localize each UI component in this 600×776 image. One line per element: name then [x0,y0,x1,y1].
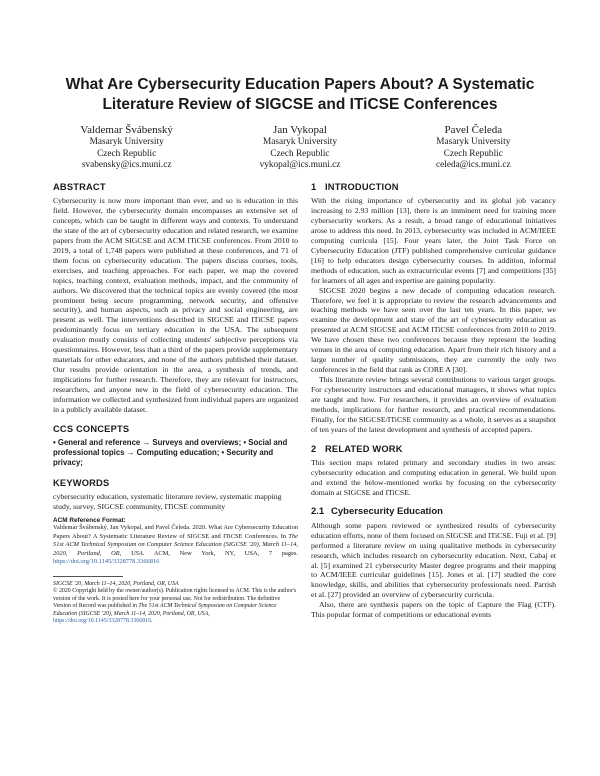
author-block [40,124,560,172]
author-1 [40,124,213,172]
author-name: Pavel Čeleda [444,124,503,136]
intro-heading [311,181,556,193]
reference-format [53,524,298,566]
footnote-venue-text: SIGCSE '20, March 11–14, 2020, Portland, OR, USA [53,580,179,587]
intro-paragraph-1: With the rising importance of cybersecurity and its global job vacancy increasing to 2.93 million [13], there is an imminent need for training more cybersecurity workers. As a result, a broad range of educational initiatives arose to address this need. In 2013, cybersecurity was included in ACM/IEEE computing curricula [15]. Four years later, the Joint Task Force on Cybersecurity Education (JTF) published comprehensive curricular guidance [16] to help educators design cybersecurity courses. In addition, informal methods of education, such as extracurricular events [7] and competitions [35] for learners of all ages and expertise are gaining popularity. [311,196,556,285]
reference-venue: The 51st ACM Technical Symposium on Computer Science Education (SIGCSE '20), March 11–14, 2020, Portland, OR, USA. [53,532,298,557]
author-2 [213,124,386,172]
author-country: Czech Republic [443,148,503,159]
paper-title: What Are Cybersecurity Education Papers About? A Systematic Literature Review of SIGCSE and ITiCSE Conferences [65,76,535,113]
author-email[interactable]: svabensky@ics.muni.cz [81,160,172,171]
author-affiliation: Masaryk University [436,137,511,147]
reference-authors: Valdemar Švábenský, Jan Vykopal, and Pavel Čeleda. 2020. What Are Cybersecurity Education Papers About? A Systematic Literature Review of SIGCSE and ITiCSE Conferences. In [53,524,298,540]
subsection-number: 2.1 [311,505,325,517]
author-country: Czech Republic [270,148,330,159]
reference-format-heading: ACM Reference Format: [53,517,126,525]
keywords-heading: KEYWORDS [53,477,110,488]
right-column [311,181,556,620]
abstract-heading: ABSTRACT [53,182,106,192]
cybersecurity-education-heading [311,506,556,518]
author-3 [387,124,560,172]
ccs-heading: CCS CONCEPTS [53,423,130,434]
related-work-paragraph-1: This section maps related primary and secondary studies in two areas: cybersecurity education and computing education in general. We build upon and extend the below-mentioned works by focusing on the cybersecurity domain at SIGCSE and ITiCSE. [311,457,556,497]
author-name: Jan Vykopal [273,124,327,136]
cyber-ed-paragraph-1: Although some papers reviewed or synthesized results of cybersecurity education efforts, none of them focused on SIGCSE and ITiCSE. Fuji et al. [9] performed a literature review on using qualitative methods in cybersecurity research, which includes research on cybersecurity education. Next, Cabaj et al. [5] examined 21 cybersecurity Master degree programs and their mapping to ACM/IEEE curricular guidelines [15]. Jones et al. [17] studied the core knowledge, skills, and abilities that cybersecurity professionals need. Parrish et al. [27] provided an overview of cybersecurity curricula. [311,520,556,600]
section-title: INTRODUCTION [325,182,399,192]
subsection-title: Cybersecurity Education [331,505,443,517]
author-affiliation: Masaryk University [89,137,164,147]
intro-paragraph-3: This literature review brings several contributions to various target groups. For cybersecurity instructors and educational managers, it shows what topics are taught and how. For researchers, it provides an overview of evaluation methods, implications for further research, and practical recommendations. Finally, for the SIGCSE/ITiCSE community as a whole, it serves as a snapshot of ten years of the latest development and synthesis of accepted papers. [311,375,556,434]
author-affiliation: Masaryk University [262,137,338,147]
author-email[interactable]: vykopal@ics.muni.cz [259,160,341,171]
left-column [53,181,298,626]
author-name: Valdemar Švábenský [80,124,173,136]
copyright-text: © 2020 Copyright held by the owner/author(s). Publication rights licensed to ACM. This is the author's version of the work. It is posted here for your personal use. Not for redistribution. The definitive Version of Record was published in [53,588,297,610]
keywords-text: cybersecurity education, systematic literature review, systematic mapping study, survey, SIGCSE community, ITiCSE community [53,491,282,511]
intro-paragraph-2: SIGCSE 2020 begins a new decade of computing education research. Therefore, we feel it is appropriate to review the research advancements and teaching methods we have seen over the last ten years. In this paper, we examine the development and state of the art of cybersecurity education as presented at ACM SIGCSE and ACM ITiCSE conferences from 2010 to 2019. We have chosen these two conferences because they represent the leading venues in the area of computing education. Apart from their rich history and a large number of quality submissions, they are currently the only two conferences in the field that rank as CORE A [30]. [311,285,556,375]
author-country: Czech Republic [97,148,157,159]
copyright-venue: The 51st ACM Technical Symposium on Computer Science Education (SIGCSE '20), March 11–14, 2020, Portland, OR, USA [53,603,277,617]
section-number: 2 [311,443,317,454]
reference-publisher: ACM, New York, NY, USA, 7 pages. [144,549,299,557]
ccs-concepts: • General and reference → Surveys and overviews; • Social and professional topics → Computing education; • Security and privacy; [53,437,288,468]
reference-doi-link[interactable]: https://doi.org/10.1145/3328778.3366816 [53,558,160,566]
related-work-heading [311,443,556,455]
section-number: 1 [311,182,317,192]
footnote-venue [53,581,298,589]
copyright-separator: , [208,610,210,617]
author-email[interactable]: celeda@ics.muni.cz [436,160,511,171]
footnote-copyright [53,588,298,626]
copyright-doi-link[interactable]: https://doi.org/10.1145/3328778.3366816 [53,618,152,625]
abstract-text: Cybersecurity is now more important than ever, and so is education in this field. However, the cybersecurity domain encompasses an extensive set of concepts, which can be taught in different ways and contexts. To understand the state of the art of cybersecurity education and related research, we examine papers from the ACM SIGCSE and ACM ITiCSE conferences. From 2010 to 2019, a total of 1,748 papers were published at these conferences, and 71 of them focus on cybersecurity education. The papers discuss courses, tools, exercises, and teaching approaches. For each paper, we map the covered topics, teaching context, evaluation methods, impact, and the community of authors. We discovered that the technical topics are evenly covered (the most prominent being secure programming, network security, and offensive security), and human aspects, such as privacy and social engineering, are present as well. The interventions described in SIGCSE and ITiCSE papers predominantly focus on tertiary education in the USA. The subsequent evaluation mostly consists of collecting students' subjective perceptions via questionnaires. However, less than a third of the papers provide supplementary materials for other educators, and none of the authors published their dataset. Our results provide orientation in the area, a synthesis of trends, and implications for further research. Therefore, they are relevant for instructors, researchers, and anyone new in the field of cybersecurity education. The information we collected and synthesized from individual papers are organized in a publicly available dataset. [53,196,298,415]
copyright-period: . [151,618,153,625]
section-title: RELATED WORK [325,443,403,454]
cyber-ed-paragraph-2: Also, there are synthesis papers on the topic of Capture the Flag (CTF). This popular format of competitions or educational events [311,600,556,620]
